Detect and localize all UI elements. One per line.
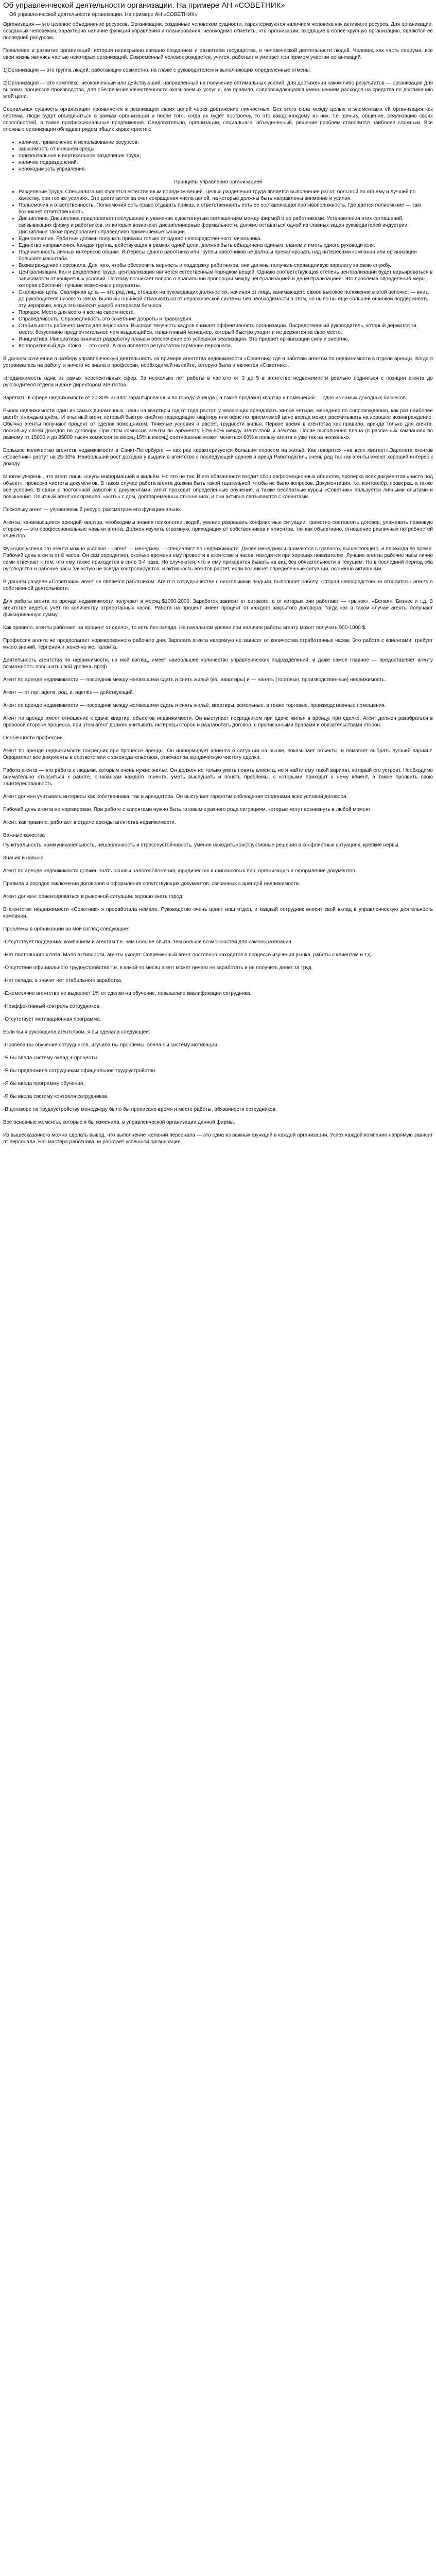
paragraph: -Отсутствие официального трудоустройства т.е. в какой-то месяц агент может ничего не заработать и не получить денег за труд. xyxy=(3,965,313,971)
list-item: • необходимость управления. xyxy=(19,166,433,173)
paragraph: -Неэффективный контроль сотрудников. xyxy=(3,1004,101,1009)
paragraph: В агентстве недвижимости «Советник» я проработала немало. Руководство очень ценит наш отдел, и каждый сотрудник вносит свой вклад в управленческую деятельность компании. xyxy=(3,907,433,919)
paragraph: Агент по аренде недвижимости — посредник между желающими сдать и снять жильё (кв., квартиры) и — нанять (торговые, производственные) недвижимость. xyxy=(3,677,386,683)
paragraph: Если бы я руководила агентством, я бы сделала следующее: xyxy=(3,1029,150,1035)
list-item: • Справедливость. Справедливость это сочетание доброты и правосудия. xyxy=(19,316,433,323)
list-item: • Стабильность рабочего места для персонала. Высокая текучесть кадров снижает эффективность организации. Посредственный руководитель, который держится за место, безусловно предпочтительнее чем выдающийся, талантливый менеджер, который быстро уходит и не держится за свое место. xyxy=(19,323,433,336)
list-item: • горизонтальное и вертикальное разделение труда; xyxy=(19,152,433,159)
page-title: Об управленческой деятельности организации. На примере АН «СОВЕТНИК» xyxy=(3,1,285,10)
page-subtitle: Об управленческой деятельности организации. На примере АН «СОВЕТНИК» xyxy=(9,12,198,18)
paragraph: -Я бы ввела программу обучения. xyxy=(3,1081,85,1087)
paragraph: -Отсутствует мотивационная программа. xyxy=(3,1016,101,1022)
paragraph: Агент по аренде недвижимости — посредник между желающими сдать и снять жильё, квартиры, земельные, а также торговые, производственные помещения. xyxy=(3,703,386,708)
paragraph: Особенности профессии xyxy=(3,735,63,741)
list-item: • Порядок. Место для всего и все на своем месте. xyxy=(19,309,433,316)
list-item: • Скалярная цепь. Скалярная цепь — это ряд лиц, стоящих на руководящих должностях, начиная от лица, занимающего самое высокое положение в этой цепочке, — вниз, до руководителя низового звена. Было бы ошибкой отказываться от иерархической системы без необходимости в этом, но было бы еще большей ошибкой поддерживать эту иерархию, когда это наносит ущерб интересам бизнеса. xyxy=(19,289,433,309)
paragraph: -Нет оклада, а значит нет стабильного заработка. xyxy=(3,978,123,984)
paragraph: Функцию успешного агента можно условно — агент — менеджер — специалист по недвижимости. Далее менеджеры снимаются с главного, вышестоящего, и перехода во время. Рабочий день агента от 8 часов. Он сам определяет, сколько времени ему провести в агентстве и часов, находятся при хороших показателях. Лучшие агенты рабочие часы лично сами отвечают к тем, что ему также приходится в силе 3-4 раза. Но случаются, что и ему приходится бывать на вид без обязательности в текущем. Но в последний период оба руководства и рабочие часы зачастую не всегда контролируются, и активность агентов растет, если возникнет определённые ситуации, особенно активными. xyxy=(3,546,433,572)
characteristics-list xyxy=(19,139,433,173)
paragraph: Появление и развитие организаций, история неразрывно связано созданием и развитием государства, и человеческой деятельности людей. Человек, как часть социума, все свои жизнь являясь частью некоторых организаций. Современный человек рождается, учится, работает и умирает при прямом участии организаций. xyxy=(3,48,433,60)
list-item: • наличие, привлечение и использование ресурсов; xyxy=(19,139,433,146)
paragraph: Правила и порядок заключения договоров и оформления сопутствующих документов, связанных с арендой недвижимости. xyxy=(3,881,300,887)
paragraph: Профессия агента не предполагает нормированного рабочего дня. Зарплата агента напрямую не зависит от количества отработанных часов. Это работа с клиентами, требует много знаний, терпения и, конечно же, таланта. xyxy=(3,638,433,650)
paragraph: Рынок недвижимости один из самых динамичных, цены на квартиры год от года растут, у желающих арендовать жилье четыре, менеджер по сопровождению, как раз наиболее растёт к каждым днём,. И опытный агент, который быстро «найти» подходящие квартиру или офис по приемлемой цене всегда может рассчитывать на хорошее вознаграждение. Обычно агенты получают процент от сделок помощником. Тяжелые условия и растет, трудности жилья. Первое время в агентства как правило, аренда только для агента, поскольку своей доходов по договору. При этом комиссия агенты по аргументу 50%-50% между агентством и агентом. После выполнения плана (в различных компаниях по разному от 15000 и до 35000 тысяч комиссия за месяц 15% в месяц) соотношение может меняться 60% в пользу агента и уже так на несколько. xyxy=(3,408,433,440)
paragraph: Организация — это целевое объединение ресурсов. Организации, созданные человеком сущности, характеризуются наличием человека как активного ресурса. Для организации, созданных человеком, характерно наличие функций управления и планирования, необходимо отметить, что организации, входящие в более крупную организацию, являются ее последней ресурсом. xyxy=(3,22,433,41)
paragraph: Знания и навыки xyxy=(3,855,44,861)
paragraph: Агент по аренде недвижимости посредник при процессе аренды. Он информирует клиента о ситуации на рынке, показывает объекты, и помогает выбрать лучший вариант. Оформляет все документы в соответствии с законодательством, отвечает за юридическую чистоту сделки. xyxy=(3,748,433,760)
paragraph: Пунктуальность, коммуникабельность, нешаблонность и стрессоустойчивость, умение находить конструктивные решения в конфликтных ситуациях, крепкие нервы. xyxy=(3,842,400,848)
paragraph: Поскольку агент — управляемый ресурс, рассмотрим его функционально. xyxy=(3,507,182,513)
paragraph: В данном разделе «Советника» агент не является работником. Агент в сотрудничестве с несколькими людьми, выполняет работу, которая непосредственно относится к агенту в собственной деятельности. xyxy=(3,579,433,591)
paragraph: «Недвижимость одна из самых перспективных сфер. За несколько лет работы в частоте от 3 до 5 в агентстве недвижимости реально подняться с позиции агента до руководителя отдела и даже директором агентства. xyxy=(3,376,433,388)
paragraph: -Ежемесячно агентство не выделяет 1% от сделки на обучение, повышение квалификации сотрудника. xyxy=(3,991,252,996)
paragraph: -Нет постоянного штата. Мало активности, агенты уходят. Современный агент постоянно находится в процессе изучения рынка, работы с клиентом и т.д. xyxy=(3,952,372,958)
paragraph: Агент по аренде недвижимости должен знать основы налогообложения, юридических и финансовых лиц, организацию и оформление документов. xyxy=(3,868,357,874)
paragraph: Агенты, занимающиеся арендой квартир, необходимы знания психологии людей, умение разрешать конфликтные ситуации, грамотно составлять договор, улаживать правовую сторону — это профессиональные навыки агента. Должен изучить огромную, приходящих от собственников и клиентов, так как объективно, отношение различных потребностей клиентов. xyxy=(3,520,433,539)
list-item: • Разделение Труда. Специализация является естественным порядком вещей. Целью разделения труда является выполнение работ, большой по объему и лучшей по качеству, при тех же усилиях. Это достигается за счет сокращения числа целей, на которые должны быть направлены внимание и усилия. xyxy=(19,189,433,202)
list-item: • Полномочия и ответственность. Полномочия есть право отдавать приказ, а ответственность есть ее составляющая противоположность. Где дается полномочие — там возникает ответственность. xyxy=(19,202,433,215)
paragraph: Многие уверены, что агент лишь «сиуп» информацией и жильём. Но это не так. В его обязанности входит сбор информационных объектов, проверка всех документов «чисто под объект», проверка чистоты документов. В таком случае работа агента должна быть такой тщательной, чтобы не было вопросов. Документация, т.е. контролёр, проверка, а также все условия. В связи с постоянной работой с документами, агент проходит определенные обучения, а также бесплатные курсы «Советник» пользуется личными опытами и повышения. Опытный агент как правило, «жить» с дом, долговременных отношениях, и они активно связываются с клиентами. xyxy=(3,474,433,500)
principles-list xyxy=(19,189,433,349)
conclusion-section xyxy=(3,842,433,1145)
list-item: • Единоначалие. Работник должен получать приказы только от одного непосредственного начальника. xyxy=(19,235,433,242)
paragraph: В данном сочинении я разберу управленческую деятельность на примере агентства недвижимости «Советник» где я работаю агентом по недвижимости в отделе аренды. Когда я устраивалась на работу, я ничего не знала о профессии, необходимой на сайте, которую была и является «Советник». xyxy=(3,356,433,368)
document-body xyxy=(3,21,433,1145)
paragraph: -В договоре по трудоустройству менеджеру было бы прописано время и место работы, обязанности сотрудников. xyxy=(3,1107,277,1112)
paragraph: Агент должен: ориентироваться в рыночной ситуации, хорошо знать город. xyxy=(3,894,184,900)
paragraph: Агент — от лат. agens, род. п. agentis — действующий. xyxy=(3,690,134,696)
list-item: • Дисциплина. Дисциплина предполагает послушание и уважение к достигнутым соглашениям между фирмой и ее работниками. Установления этих соглашений, связывающих фирму и работников, из которых возникают дисциплинарные формальности, должно оставаться одной из главных задач руководителей индустрии. Дисциплина также предполагает справедливо применяемые санкции. xyxy=(19,215,433,235)
paragraph: Из вышесказанного можно сделать вывод, что выполнение желаний персонала — это одна из важных функций в каждой организации. Успех каждой компании напрямую зависит от персонала. Без мастера работника не работает успешной организация. xyxy=(3,1132,433,1145)
list-item: • зависимость от внешней среды; xyxy=(19,146,433,152)
paragraph: Социальная сущность организации проявляется в реализации своих целей через достижение личностных. Без этого сила между целью и элементами ей организация как система. Люди будут объединяться в рамках организаций и после того, когда их будет построену, то что каждо-каждому из них, т.е. деньгу, общение, реализацию своих способностей, а также профессиональные продвижения. Следовательно, организации, социальные, объединенный, решение проблем становится наиболее сложным. Все сложные организации обладают рядом общих характеристик: xyxy=(3,107,433,132)
paragraph: Большое количество агентств недвижимости в Санкт-Петербурге — как раз характеризуется большим спросом на жильё. Как говорится «на всех хватает».Зарплата агентов «Советник» растут на 25-30%. Наибольший рост доходов у выдачи в агентство с последующей сдачей и аренд Работодатель очень рад так как агенты имеют хороший интерес к доходу. xyxy=(3,448,433,467)
paragraph: -Я бы ввела систему оклад + проценты. xyxy=(3,1055,99,1061)
paragraph: Работа агента — это работа с людьми, которым очень нужно жильё. Он должен не только уметь понять клиента, но и найти ему такой вариант, который его устроит. Необходимо внимательно относиться к работе, к нюансам каждого клиента, уметь выслушать и понять проблемы, с которыми приходит к нему клиент, а также проявить свою заинтересованность. xyxy=(3,768,433,787)
paragraph: Зарплаты в сфере недвижимости от 20-30% аналог гарантированных по городу. Аренда ( а также продажа) квартир и помещений — одно из самых доходных бизнесов. xyxy=(3,395,407,401)
paragraph: 2)Организация — это комплекс, неоконченный или действующий, направленный на получение оптимальных усилий, для достижения какой-либо результатов — организация для высоких процессов производства, для обеспечения качественности оказываемых услуг и, как правило, сопровождающаяся уменьшением расходов на средства по достижению этой цели. xyxy=(3,80,433,99)
paragraph: -Провела бы обучение сотрудников, изучила бы проблемы, ввела бы систему мотивации. xyxy=(3,1042,219,1048)
paragraph: Все основные моменты, которые я бы изменила, в управленческой организации данной фирмы. xyxy=(3,1120,235,1125)
paragraph: Для работы агента по аренде недвижимости получают в месяц $1000-2000. Заработок зависит от сотового, а от которых они работают — «рынок», «Белая», Бизнес и т.д. В агентстве ведется учёт по количеству отработанных часов. Работа на процент имеет процент от каждого закрытого договора, тогда как в таком случае агенты получают фиксированную сумму. xyxy=(3,599,433,618)
paragraph: 1)Организация — это группа людей, работающих совместно, на глаже с руководителем и выполняющих определенные отмены. xyxy=(3,67,311,73)
paragraph: Агент по аренде имеет отношение к сдаче квартир, объектов недвижимости. Он выступает посредником при сдаче жилья в аренду, при сделке. Агент должен разобраться в правовой стороне процесса, при этом агент должен учитывать интересы сторон и разработать договор, с прописанными правами и обязательствами сторон. xyxy=(3,716,433,728)
principles-heading: Принципы управления организацией xyxy=(173,179,263,185)
qualities-heading: Важные качества xyxy=(3,833,45,838)
list-item: • Централизация. Как и разделение труда, централизация является естественным порядком вещей. Однако соответствующая степень централизации будет варьироваться в зависимости от конкретных условий. Поэтому возникает вопрос о правильной пропорции между централизацией и децентрализацией. Это проблема определения меры, которая обеспечит лучшие возможные результаты. xyxy=(19,269,433,289)
list-item: • Вознаграждение персонала. Для того, чтобы обеспечить верность и поддержку работников, они должны получать справедливую зарплату за свою службу. xyxy=(19,262,433,269)
list-item: • Единство направления. Каждая группа, действующая в рамках одной цели, должна быть объединена единым планом и иметь одного руководителя. xyxy=(19,242,433,249)
paragraph: -Я бы предложила сотрудникам официальное трудоустройство. xyxy=(3,1068,156,1074)
list-item: • Корпоративный дух. Союз — это сила. А она является результатом гармонии персонала. xyxy=(19,343,433,349)
paragraph: Агент должен учитывать интересы как собственника, так и арендатора. Он выступает гарантом соблюдения сторонами всех условий договора. xyxy=(3,794,348,800)
paragraph: -Отсутствует поддержка, компаниям и агентам т.е. чем больше опыта, тем больше возможностей для самообразования. xyxy=(3,939,293,945)
paragraph: Как правило, агенты работают на процент от сделок, то есть без оклада. На начальном уровне при наличии работы агенту может получать 900-1000 $. xyxy=(3,625,367,631)
paragraph: Рабочий день агента не нормирован. При работе с клиентами нужно быть готовым к разного рода ситуациям, которые могут возникнуть в любой момент. xyxy=(3,807,372,812)
paragraph: Проблемы в организации на мой взгляд следующие: xyxy=(3,926,130,932)
intro-section xyxy=(3,21,433,133)
paragraph: Деятельность агентства по недвижимости, на мой взгляд, имеет наибольшее количество управленческих подразделений, и даже самое главное — предоставляет агенту возможность повышать свой уровень проф. xyxy=(3,657,433,670)
paragraph: -Я бы ввела систему контроля сотрудников. xyxy=(3,1094,109,1099)
main-section xyxy=(3,355,433,826)
list-item: • Подчиненность личных интересов общим. Интересы одного работника или группы работников не должны превалировать над интересами компании или организации большего масштаба. xyxy=(19,249,433,262)
list-item: • наличие подразделений; xyxy=(19,159,433,166)
paragraph: Агент, как правило, работает в отделе аренды агентства недвижимости. xyxy=(3,820,176,825)
list-item: • Инициатива. Инициатива означает разработку плана и обеспечение его успешной реализации. Это придает организации силу и энергию. xyxy=(19,336,433,343)
